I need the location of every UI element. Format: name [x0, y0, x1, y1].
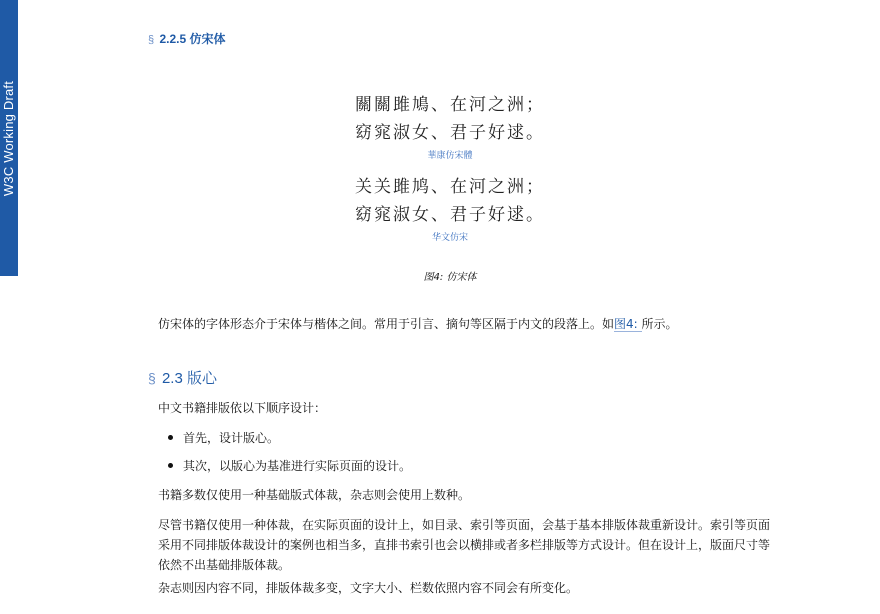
paragraph-fangsong: [158, 314, 778, 334]
section-heading-2-2-5: [148, 30, 226, 47]
section-heading-2-3: [148, 367, 217, 388]
font-name-caption: 華康仿宋體: [427, 150, 473, 160]
list-item-text: 其次，以版心为基准进行实际页面的设计。: [183, 459, 412, 473]
poem-line: 窈窕淑女、君子好逑。: [355, 205, 545, 225]
paragraph: 尽管书籍仅使用一种体裁，在实际页面的设计上，如目录、索引等页面，会基于基本排版体裁重新设计。索引等页面采用不同排版体裁设计的案例也相当多，直排书索引也会以横排或者多栏排版等方式设计。但在设计上，版面尺寸等依然不出基础排版体裁。: [158, 518, 771, 572]
list-item: [168, 456, 411, 476]
paragraph: 书籍多数仅使用一种基础版式体裁，杂志则会使用上数种。: [158, 488, 471, 502]
paragraph-text: 所示。: [641, 317, 678, 331]
paragraph: 杂志则因内容不同，排版体裁多变，文字大小、栏数依照内容不同会有所变化。: [158, 581, 579, 595]
paragraph-text: 仿宋体的字体形态介于宋体与楷体之间。常用于引言、摘句等区隔于内文的段落上。如: [158, 317, 615, 331]
poem-line: 关关雎鸠、在河之洲；: [355, 177, 545, 197]
section-title: 2.3 版心: [161, 370, 217, 387]
list-item-text: 首先，设计版心。: [183, 431, 280, 445]
figure-sample-1: [260, 91, 640, 163]
figure-sample-2: [260, 173, 640, 245]
section-title: 2.2.5 仿宋体: [159, 32, 226, 46]
poem-line: 關關雎鳩、在河之洲；: [355, 95, 545, 115]
bullet-icon: [168, 463, 173, 468]
section-anchor-link[interactable]: §: [148, 34, 155, 46]
section-anchor-link[interactable]: §: [148, 370, 156, 386]
figure-reference-link[interactable]: 图4:: [614, 317, 642, 331]
figure-caption: 图4: 仿宋体: [423, 272, 477, 283]
poem-line: 窈窕淑女、君子好逑。: [355, 123, 545, 143]
w3c-working-draft-badge[interactable]: [0, 0, 18, 276]
badge-label: W3C Working Draft: [1, 80, 17, 196]
bullet-icon: [168, 435, 173, 440]
list-item: [168, 428, 279, 448]
font-name-caption: 华文仿宋: [431, 232, 468, 242]
paragraph-intro: 中文书籍排版依以下顺序设计：: [158, 401, 327, 415]
